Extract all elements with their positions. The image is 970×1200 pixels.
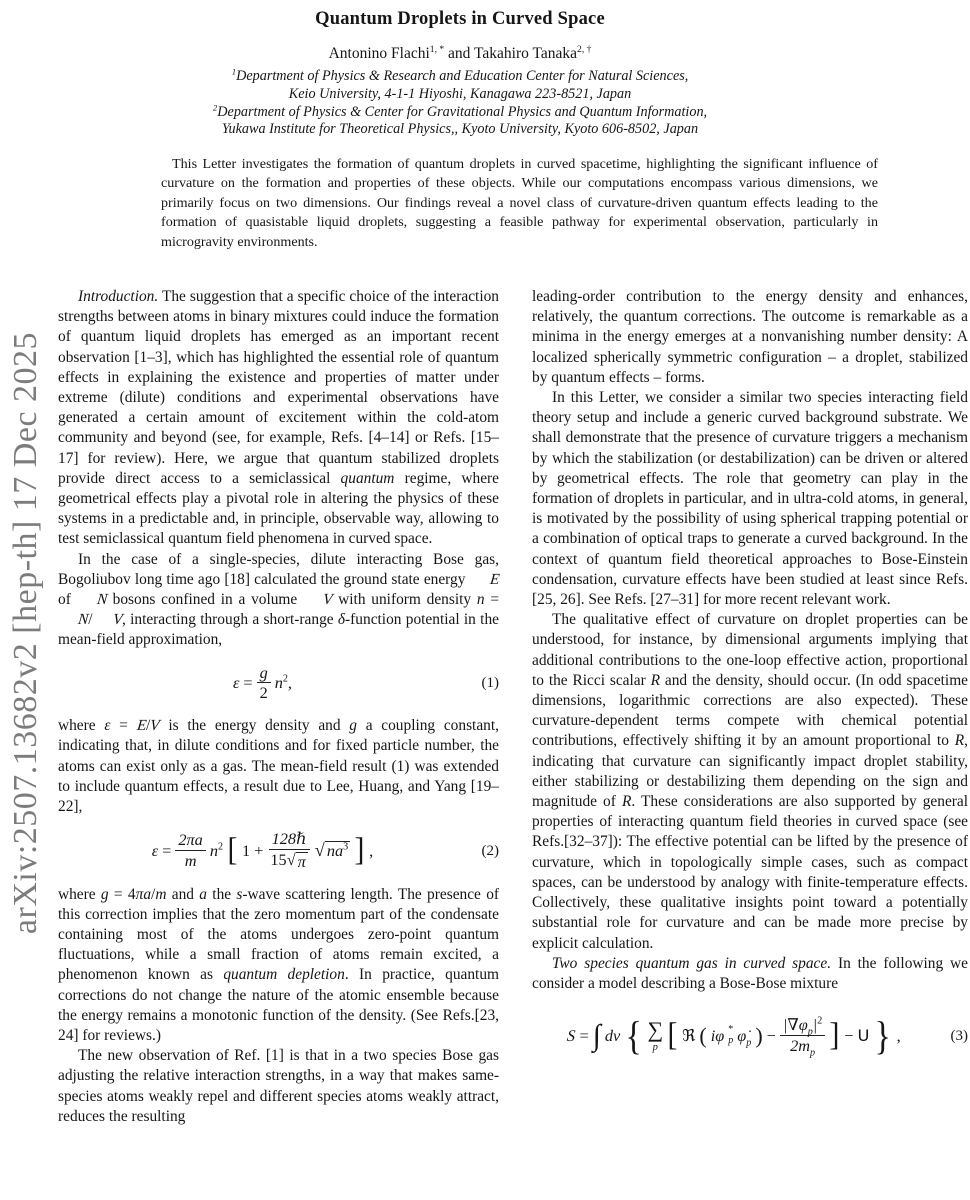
equation-1: ε = $\frac{g}{2}$ $n^2$, (1): [232, 662, 499, 703]
affiliation-line: $^2$Department of Physics & Center for Gravitational Physics and Quantum Information,: [212, 101, 708, 120]
author-1: Antonino Flachi: [328, 45, 430, 62]
paragraph-leading-order: leading-order contribution to the energy density and enhances, relatively, the quantum corrections. The outcome is remarkable as a minima in the energy emerges at a nonvanishing number density: A localized spherically symmetric configuration – a droplet, stabilized by quantum effects – forms.: [532, 288, 968, 386]
header: [0, 0, 920, 139]
paper-title: Quantum Droplets in Curved Space: [315, 9, 605, 29]
paragraph-bogoliubov: In the case of a single-species, dilute interacting Bose gas, Bogoliubov long time ago [18] calculated the ground state energy E of N bosons confined in a volume V with uniform density n = N/ V, interacting through a short-range δ-function potential in the mean-field approximation,: [58, 550, 500, 649]
equation-number: (2): [481, 842, 499, 859]
affiliation-line: Keio University, 4-1-1 Hiyoshi, Kanagawa 223-8521, Japan: [288, 85, 632, 102]
paragraph-where-g: where g = 4πa/m and a the s-wave scattering length. The presence of this correction implies that the zero momentum part of the condensate containing most of the atoms undergoes zero-point quantum fluctuations, while a small fraction of atoms remain excited, a phenomenon known as quantum depletion. In practice, quantum corrections do not change the nature of the atomic ensemble because the energy remains a monotonic function of the density. (See Refs.[23, 24] for reviews.): [58, 885, 500, 1045]
paragraph-where-epsilon: where ε = E/V is the energy density and g a coupling constant, indicating that, in dilute conditions and for fixed particle number, the atoms can exist only as a gas. The mean-field result (1) was extended to include quantum effects, a result due to Lee, Huang, and Yang [19–22],: [58, 717, 499, 815]
paragraph-new-observation: The new observation of Ref. [1] is that in a two species Bose gas adjusting the relative interaction strengths, in a way that makes same-species atoms weakly repel and different species atoms weakly attract, reduces the resulting: [58, 1047, 499, 1125]
affiliation-line: Yukawa Institute for Theoretical Physics,, Kyoto University, Kyoto 606-8502, Japan: [221, 121, 699, 138]
arxiv-stamp: arXiv:2507.13682v2 [hep-th] 17 Dec 2025: [7, 331, 44, 935]
author-1-superscript: 1, *: [429, 43, 445, 55]
equation-number: (3): [950, 1027, 968, 1044]
equation-number: (1): [481, 675, 499, 692]
left-column: [58, 287, 499, 1127]
paragraph-two-species: Two species quantum gas in curved space. In the following we consider a model describing a Bose-Bose mixture: [532, 954, 969, 992]
author-2-superscript: 2, †: [577, 43, 592, 55]
authors-line: [0, 45, 920, 63]
equation-2: ε = $\frac{2\pi a}{m}$ $n^2$ [ 1 + 128ℏ 15 √ π √ $na^3$ ] , (2): [151, 829, 499, 871]
author-2: Takahiro Tanaka: [474, 45, 578, 62]
affiliation-line: $^1$Department of Physics & Research and Education Center for Natural Sciences,: [231, 66, 689, 84]
paragraph-in-this-letter: In this Letter, we consider a similar two species interacting field theory setup and include a generic curved background substrate. We shall demonstrate that the presence of curvature triggers a mechanism by which the stabilization (or destabilization) can be driven or altered by geometrical effects. The role that geometry can play in the formation of droplets in particular, and in ultra-cold atoms, in general, is motivated by the possibility of using spherical trapping potential or a combination of optical traps to generate a curved background. In the context of quantum field theoretical approaches to Bose-Einstein condensation, curvature effects have been studied at least since Refs. [25, 26]. See Refs. [27–31] for more recent relevant work.: [532, 389, 968, 609]
author-join: and: [444, 45, 475, 62]
affiliations: [0, 68, 920, 139]
right-column: [532, 287, 968, 1069]
abstract: This Letter investigates the formation of quantum droplets in curved spacetime, highlighting the significant influence of curvature on the formation and properties of these objects. While our computations encompass various dimensions, we primarily focus on two dimensions. Our findings reveal a novel class of curvature-driven quantum effects leading to the formation of quasistable liquid droplets, suggesting a feasible pathway for experimental observation, particularly in microgravity environments.: [161, 156, 878, 250]
paragraph-qualitative-effect: The qualitative effect of curvature on droplet properties can be understood, for instance, by dimensional arguments implying that additional contributions to the one-loop effective action, proportional to the Ricci scalar R and the density, should occur. (In odd spacetime dimensions, logarithmic corrections are also expected). These curvature-dependent terms compete with chemical potential contributions, effectively shifting it by an amount proportional to R, indicating that curvature can significantly impact droplet stability, either stabilizing or destabilizing them depending on the sign and magnitude of R. These considerations are also supported by general properties of interacting quantum field theories in curved space (see Refs.[32–37]): The effective potential can be lifted by the presence of curvature, which in topologically simple cases, such as compact spaces, can be understood by analogy with finite-temperature effects. Collectively, these qualitative insights point toward a potentially substantial role for curvature and can be made more precise by explicit calculation.: [532, 611, 969, 952]
paragraph-introduction: Introduction. The suggestion that a specific choice of the interaction strengths between atoms in binary mixtures could induce the formation of quantum liquid droplets has emerged as an important recent observation [1–3], which has highlighted the essential role of quantum effects in explaining the existence and properties of matter under extreme (dilute) conditions and experimental observations have generated a certain amount of excitement within the cold-atom community and beyond (see, for example, Refs. [4–14] or Refs. [15–17] for review). Here, we argue that quantum stabilized droplets provide direct access to a semiclassical quantum regime, where geometrical effects play a pivotal role in altering the physics of these systems in a predictable and, in principle, observable way, allowing to test semiclassical quantum field phenomena in curved space.: [58, 288, 499, 548]
equation-3: S = ∫ dv { ∑ p [ ℜ ( iφ * p $\varphi̇_p$ ) − $\frac{|\nabla\varphi_p|^2}{2m_p}$ ] − U } , (3): [566, 1012, 968, 1059]
